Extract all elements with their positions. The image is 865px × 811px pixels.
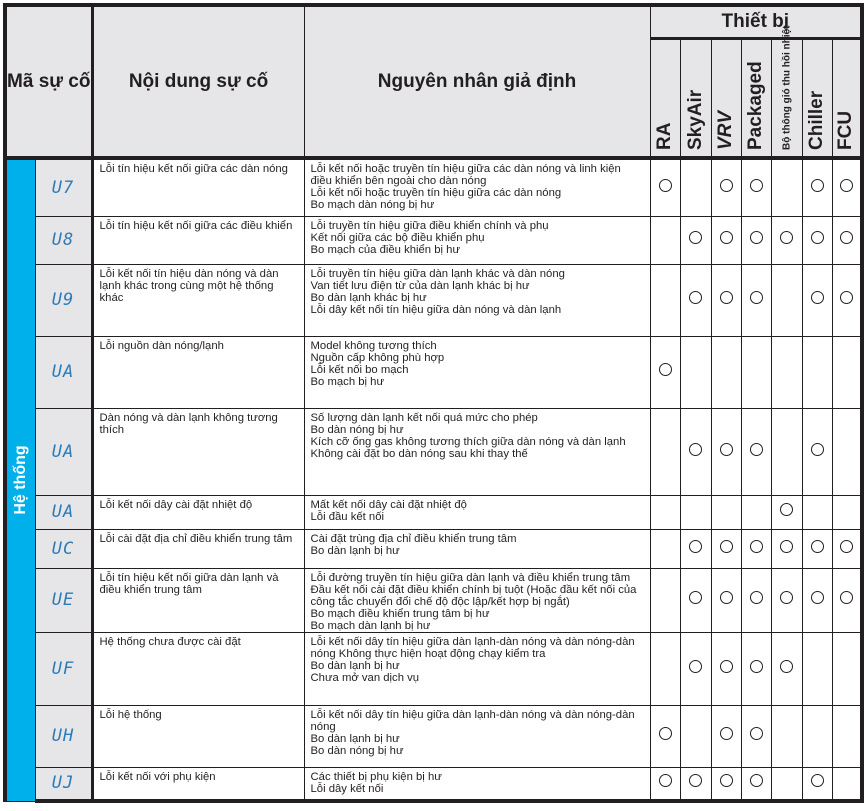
assumed-cause-cell (304, 529, 650, 568)
circle-mark-icon (780, 660, 793, 673)
assumed-cause-cell (304, 264, 650, 336)
assumed-cause-cell (304, 568, 650, 632)
circle-mark-icon (750, 231, 763, 244)
error-code: UE (51, 590, 75, 610)
error-content-cell (92, 767, 304, 801)
assumed-cause-line: Bo dàn lạnh bị hư (310, 544, 400, 557)
header-device-fcu (832, 39, 862, 159)
compat-cell-hrv (771, 408, 802, 495)
circle-mark-icon (750, 727, 763, 740)
compat-cell-skyair (680, 216, 711, 264)
compat-cell-chiller (802, 495, 832, 529)
circle-mark-icon (811, 291, 824, 304)
error-code: U7 (51, 177, 75, 198)
circle-mark-icon (840, 291, 853, 304)
error-code-cell (35, 568, 92, 632)
circle-mark-icon (811, 179, 824, 192)
compat-cell-ra (650, 767, 680, 801)
assumed-cause-line: Kích cỡ ống gas không tương thích giữa dàn nóng và dàn lạnh (310, 435, 626, 448)
compat-cell-hrv (771, 336, 802, 408)
error-code: UA (51, 441, 75, 462)
compat-cell-chiller (802, 408, 832, 495)
error-content-cell (92, 529, 304, 568)
circle-mark-icon (720, 660, 733, 673)
circle-mark-icon (811, 231, 824, 244)
error-content: Lỗi tín hiệu kết nối giữa các điều khiển (99, 219, 293, 232)
assumed-cause-line: Lỗi kết nối hoặc truyền tín hiệu giữa các dàn nóng và linh kiện điều khiển bên ngoài cho dàn nóng (310, 163, 621, 187)
assumed-cause-line: Bo dàn lạnh bị hư (310, 659, 400, 672)
compat-cell-chiller (802, 568, 832, 632)
assumed-cause-line: Bo dàn lạnh khác bị hư (310, 291, 427, 304)
compat-cell-chiller (802, 767, 832, 801)
compat-cell-chiller (802, 705, 832, 767)
compat-cell-hrv (771, 632, 802, 705)
assumed-cause-line: Chưa mở van dịch vụ (310, 671, 420, 684)
assumed-cause-line: Bo dàn nóng bị hư (310, 744, 404, 757)
assumed-cause-line: Lỗi đường truyền tín hiệu giữa dàn lạnh và điều khiển trung tâm (310, 571, 631, 584)
assumed-cause-line: Đầu kết nối cài đặt điều khiển chính bị tuột (Hoặc đầu kết nối của công tắc chuyển đổi chế độ độc lập/kết hợp bị ngắt) (310, 583, 637, 608)
compat-cell-packaged (741, 336, 771, 408)
compat-cell-packaged (741, 264, 771, 336)
compat-cell-vrv (711, 158, 741, 216)
error-code-cell (35, 216, 92, 264)
circle-mark-icon (720, 179, 733, 192)
compat-cell-chiller (802, 158, 832, 216)
assumed-cause-cell (304, 408, 650, 495)
compat-cell-hrv (771, 264, 802, 336)
error-content-cell (92, 568, 304, 632)
compat-cell-vrv (711, 336, 741, 408)
circle-mark-icon (811, 591, 824, 604)
circle-mark-icon (689, 540, 702, 553)
compat-cell-packaged (741, 495, 771, 529)
circle-mark-icon (840, 231, 853, 244)
compat-cell-chiller (802, 632, 832, 705)
compat-cell-hrv (771, 495, 802, 529)
error-content-cell (92, 408, 304, 495)
assumed-cause-line: Lỗi đầu kết nối (310, 510, 385, 523)
error-content: Lỗi hệ thống (99, 708, 162, 721)
error-content-cell (92, 158, 304, 216)
error-code: UJ (51, 773, 75, 794)
error-code-cell (35, 705, 92, 767)
assumed-cause-line: Bo dàn lạnh bị hư (310, 732, 400, 745)
compat-cell-fcu (832, 767, 862, 801)
header-device-packaged (741, 39, 771, 159)
circle-mark-icon (720, 291, 733, 304)
header-devices-label: Thiết bị (721, 11, 790, 32)
group-label: Hệ thống (11, 445, 29, 515)
device-label-skyair: SkyAir (684, 89, 706, 150)
assumed-cause-line: Bo dàn nóng bị hư (310, 423, 404, 436)
compat-cell-ra (650, 264, 680, 336)
assumed-cause-cell (304, 336, 650, 408)
compat-cell-fcu (832, 264, 862, 336)
error-content-cell (92, 632, 304, 705)
assumed-cause-line: Kết nối giữa các bộ điều khiển phụ (310, 231, 485, 244)
compat-cell-vrv (711, 216, 741, 264)
compat-cell-chiller (802, 529, 832, 568)
compat-cell-skyair (680, 767, 711, 801)
header-device-ra (650, 39, 680, 159)
circle-mark-icon (780, 503, 793, 516)
compat-cell-packaged (741, 529, 771, 568)
circle-mark-icon (720, 727, 733, 740)
assumed-cause-line: Lỗi dây kết nối tín hiệu giữa dàn nóng và dàn lạnh (310, 303, 562, 316)
compat-cell-chiller (802, 216, 832, 264)
circle-mark-icon (750, 291, 763, 304)
assumed-cause-line: Lỗi kết nối dây tín hiệu giữa dàn lạnh-dàn nóng và dàn nóng-dàn nóng Không thực hiện hoạt động chạy kiểm tra (310, 635, 635, 660)
error-code: U8 (51, 230, 75, 250)
table-row (5, 495, 862, 529)
error-content: Lỗi tín hiệu kết nối giữa các dàn nóng (99, 163, 288, 175)
assumed-cause-cell (304, 158, 650, 216)
error-code-cell (35, 529, 92, 568)
compat-cell-fcu (832, 529, 862, 568)
compat-cell-hrv (771, 529, 802, 568)
circle-mark-icon (689, 291, 702, 304)
error-content-cell (92, 705, 304, 767)
circle-mark-icon (689, 774, 702, 787)
error-content-cell (92, 495, 304, 529)
error-code-cell (35, 158, 92, 216)
compat-cell-hrv (771, 568, 802, 632)
table-row (5, 529, 862, 568)
table-row (5, 632, 862, 705)
compat-cell-ra (650, 216, 680, 264)
compat-cell-packaged (741, 767, 771, 801)
table-row (5, 264, 862, 336)
device-label-packaged: Packaged (745, 61, 767, 150)
assumed-cause-line: Các thiết bị phụ kiện bị hư (310, 770, 442, 783)
assumed-cause-line: Số lượng dàn lạnh kết nối quá mức cho phép (310, 411, 538, 424)
error-code: UA (51, 362, 75, 382)
header-assumed-cause (304, 5, 650, 158)
circle-mark-icon (720, 231, 733, 244)
compat-cell-ra (650, 336, 680, 408)
table-row (5, 568, 862, 632)
header-error-code-label: Mã sự cố (7, 70, 91, 92)
error-content-cell (92, 336, 304, 408)
circle-mark-icon (750, 179, 763, 192)
error-content: Lỗi kết nối tín hiệu dàn nóng và dàn lạnh khác trong cùng một hệ thống khác (99, 267, 279, 304)
header-error-content-label: Nội dung sự cố (128, 70, 269, 92)
compat-cell-packaged (741, 705, 771, 767)
circle-mark-icon (750, 443, 763, 456)
compat-cell-vrv (711, 767, 741, 801)
compat-cell-fcu (832, 632, 862, 705)
error-code: UA (51, 502, 75, 522)
header-device-chiller (802, 39, 832, 159)
circle-mark-icon (720, 443, 733, 456)
error-code: UC (51, 538, 75, 559)
circle-mark-icon (689, 591, 702, 604)
circle-mark-icon (750, 660, 763, 673)
compat-cell-packaged (741, 408, 771, 495)
error-code: U9 (51, 290, 75, 310)
compat-cell-skyair (680, 632, 711, 705)
table-row (5, 705, 862, 767)
header-error-code (5, 5, 92, 158)
circle-mark-icon (720, 774, 733, 787)
table-row (5, 216, 862, 264)
error-code-rows (5, 158, 862, 801)
compat-cell-hrv (771, 216, 802, 264)
compat-cell-packaged (741, 216, 771, 264)
circle-mark-icon (840, 591, 853, 604)
error-content: Hệ thống chưa được cài đặt (99, 635, 241, 648)
device-label-fcu: FCU (835, 110, 857, 150)
error-code: UH (51, 726, 75, 746)
compat-cell-vrv (711, 408, 741, 495)
compat-cell-skyair (680, 408, 711, 495)
assumed-cause-line: Bo mạch dàn lạnh bị hư (310, 619, 431, 632)
header-devices (650, 5, 862, 39)
error-content: Lỗi nguồn dàn nóng/lạnh (99, 339, 224, 352)
device-label-hrv: Bộ thông gió thu hồi nhiệt (781, 25, 793, 150)
compat-cell-vrv (711, 705, 741, 767)
compat-cell-hrv (771, 705, 802, 767)
assumed-cause-cell (304, 705, 650, 767)
circle-mark-icon (720, 540, 733, 553)
assumed-cause-cell (304, 767, 650, 801)
error-code-cell (35, 495, 92, 529)
error-content: Lỗi tín hiệu kết nối giữa dàn lạnh và điều khiển trung tâm (99, 571, 279, 596)
header-assumed-cause-label: Nguyên nhân giả định (377, 70, 577, 92)
error-code-table-container (3, 3, 860, 811)
compat-cell-packaged (741, 568, 771, 632)
compat-cell-skyair (680, 336, 711, 408)
compat-cell-skyair (680, 568, 711, 632)
error-code-cell (35, 767, 92, 801)
compat-cell-fcu (832, 216, 862, 264)
assumed-cause-line: Không cài đặt bo dàn nóng sau khi thay thế (310, 447, 528, 460)
table-row (5, 158, 862, 216)
assumed-cause-line: Van tiết lưu điện từ của dàn lạnh khác bị hư (310, 279, 530, 292)
assumed-cause-line: Bo mạch của điều khiển bị hư (310, 243, 461, 256)
circle-mark-icon (689, 231, 702, 244)
compat-cell-ra (650, 705, 680, 767)
assumed-cause-line: Lỗi truyền tín hiệu giữa điều khiển chính và phụ (310, 219, 549, 232)
assumed-cause-line: Lỗi truyền tín hiệu giữa dàn lạnh khác và dàn nóng (310, 267, 565, 280)
compat-cell-hrv (771, 767, 802, 801)
circle-mark-icon (689, 443, 702, 456)
circle-mark-icon (780, 591, 793, 604)
header-device-skyair (680, 39, 711, 159)
circle-mark-icon (840, 179, 853, 192)
compat-cell-fcu (832, 568, 862, 632)
assumed-cause-line: Mất kết nối dây cài đặt nhiệt độ (310, 498, 467, 511)
header-device-hrv (771, 25, 802, 159)
compat-cell-skyair (680, 529, 711, 568)
compat-cell-packaged (741, 632, 771, 705)
assumed-cause-line: Lỗi kết nối dây tín hiệu giữa dàn lạnh-dàn nóng và dàn nóng-dàn nóng (310, 708, 635, 733)
compat-cell-ra (650, 529, 680, 568)
error-content: Lỗi kết nối với phụ kiện (99, 770, 216, 783)
compat-cell-fcu (832, 495, 862, 529)
compat-cell-skyair (680, 705, 711, 767)
compat-cell-fcu (832, 705, 862, 767)
compat-cell-ra (650, 158, 680, 216)
circle-mark-icon (750, 540, 763, 553)
header-device-vrv (711, 39, 741, 159)
group-side-label-cell (5, 158, 35, 801)
error-code-cell (35, 264, 92, 336)
compat-cell-skyair (680, 495, 711, 529)
table-row (5, 767, 862, 801)
assumed-cause-line: Lỗi kết nối bo mạch (310, 363, 409, 376)
error-code-table (3, 3, 864, 803)
compat-cell-vrv (711, 632, 741, 705)
circle-mark-icon (750, 774, 763, 787)
device-label-vrv: VRV (715, 110, 737, 150)
compat-cell-vrv (711, 568, 741, 632)
assumed-cause-line: Nguồn cấp không phù hợp (310, 351, 445, 364)
circle-mark-icon (750, 591, 763, 604)
compat-cell-fcu (832, 158, 862, 216)
assumed-cause-line: Cài đặt trùng địa chỉ điều khiển trung tâm (310, 532, 517, 545)
circle-mark-icon (720, 591, 733, 604)
compat-cell-skyair (680, 264, 711, 336)
error-code-cell (35, 632, 92, 705)
error-content-cell (92, 216, 304, 264)
error-content: Lỗi cài đặt địa chỉ điều khiển trung tâm (99, 532, 293, 545)
circle-mark-icon (811, 443, 824, 456)
device-label-ra: RA (654, 122, 676, 150)
circle-mark-icon (840, 540, 853, 553)
assumed-cause-line: Bo mạch bị hư (310, 375, 385, 388)
table-row (5, 336, 862, 408)
circle-mark-icon (659, 774, 672, 787)
table-row (5, 408, 862, 495)
compat-cell-skyair (680, 158, 711, 216)
compat-cell-vrv (711, 529, 741, 568)
assumed-cause-cell (304, 216, 650, 264)
error-content-cell (92, 264, 304, 336)
compat-cell-ra (650, 568, 680, 632)
compat-cell-ra (650, 632, 680, 705)
compat-cell-ra (650, 408, 680, 495)
assumed-cause-line: Model không tương thích (310, 339, 437, 352)
device-label-chiller: Chiller (806, 90, 828, 150)
header-error-content (92, 5, 304, 158)
compat-cell-vrv (711, 495, 741, 529)
assumed-cause-line: Bo mạch điều khiển trung tâm bị hư (310, 607, 490, 620)
compat-cell-chiller (802, 336, 832, 408)
circle-mark-icon (689, 660, 702, 673)
circle-mark-icon (780, 231, 793, 244)
compat-cell-chiller (802, 264, 832, 336)
assumed-cause-line: Lỗi kết nối hoặc truyền tín hiệu giữa các dàn nóng (310, 187, 562, 199)
circle-mark-icon (659, 727, 672, 740)
compat-cell-packaged (741, 158, 771, 216)
assumed-cause-cell (304, 495, 650, 529)
compat-cell-vrv (711, 264, 741, 336)
circle-mark-icon (811, 774, 824, 787)
compat-cell-fcu (832, 336, 862, 408)
circle-mark-icon (811, 540, 824, 553)
compat-cell-ra (650, 495, 680, 529)
assumed-cause-line: Bo mạch dàn nóng bị hư (310, 199, 435, 211)
error-code-cell (35, 408, 92, 495)
compat-cell-fcu (832, 408, 862, 495)
assumed-cause-line: Lỗi dây kết nối (310, 782, 384, 795)
circle-mark-icon (659, 363, 672, 376)
error-content: Dàn nóng và dàn lạnh không tương thích (99, 411, 278, 436)
error-code: UF (51, 658, 75, 679)
error-content: Lỗi kết nối dây cài đặt nhiệt độ (99, 498, 253, 511)
compat-cell-hrv (771, 158, 802, 216)
circle-mark-icon (780, 540, 793, 553)
error-code-cell (35, 336, 92, 408)
assumed-cause-cell (304, 632, 650, 705)
circle-mark-icon (659, 179, 672, 192)
